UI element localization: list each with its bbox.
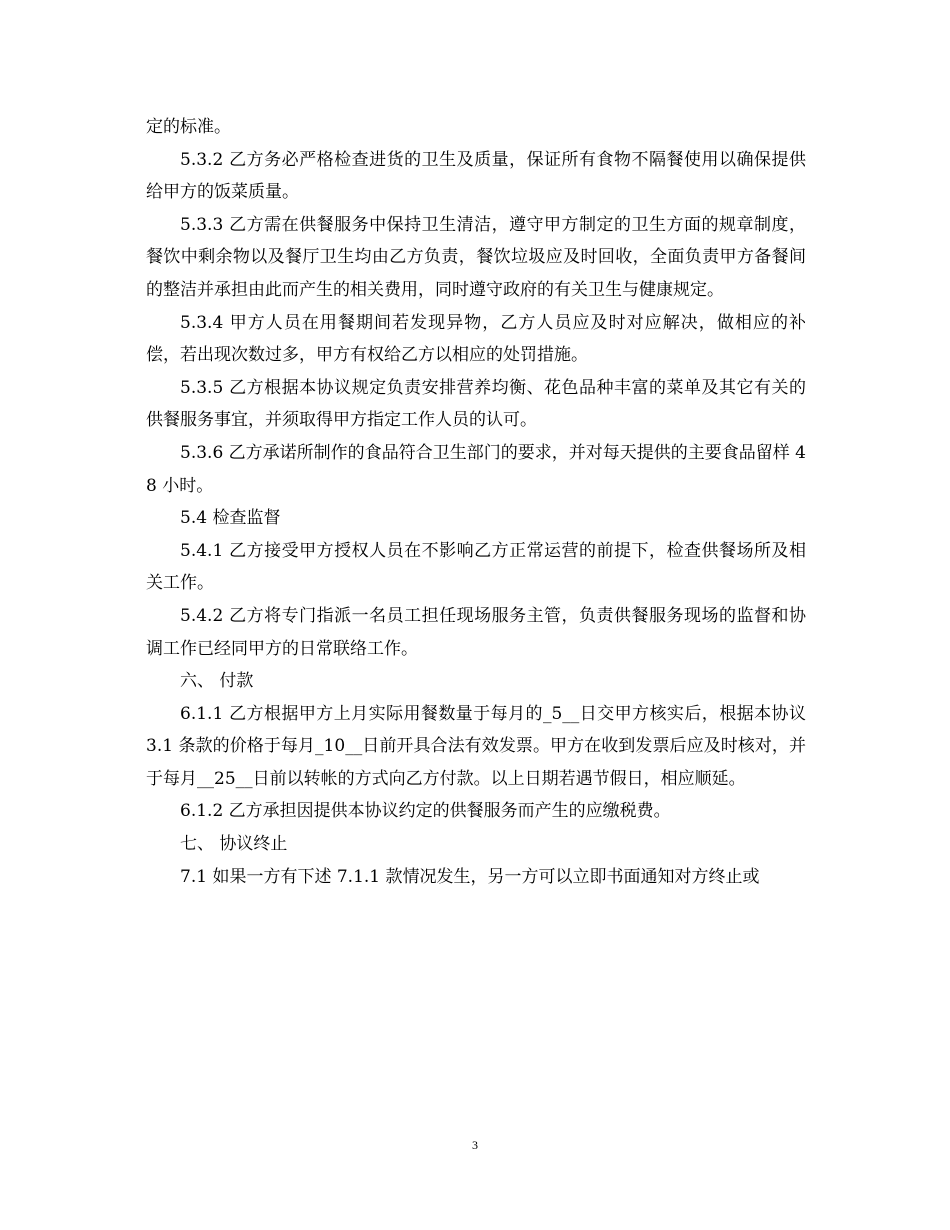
paragraph-5-3-5: 5.3.5 乙方根据本协议规定负责安排营养均衡、花色品种丰富的菜单及其它有关的供餐服务事宜，并须取得甲方指定工作人员的认可。 <box>146 377 806 431</box>
heading-section-6: 六、 付款 <box>180 671 254 692</box>
page-number: 3 <box>472 1138 478 1152</box>
paragraph-5-3-4: 5.3.4 甲方人员在用餐期间若发现异物，乙方人员应及时对应解决，做相应的补偿，若出现次数过多，甲方有权给乙方以相应的处罚措施。 <box>146 312 806 366</box>
heading-section-7: 七、 协议终止 <box>180 834 288 855</box>
document-body <box>146 111 812 893</box>
paragraph-6-1-2: 6.1.2 乙方承担因提供本协议约定的供餐服务而产生的应缴税费。 <box>180 801 671 822</box>
heading-5-4: 5.4 检查监督 <box>180 508 281 529</box>
paragraph-5-3-6: 5.3.6 乙方承诺所制作的食品符合卫生部门的要求，并对每天提供的主要食品留样 48 小时。 <box>146 442 806 496</box>
paragraph-5-3-3: 5.3.3 乙方需在供餐服务中保持卫生清洁，遵守甲方制定的卫生方面的规章制度，餐饮中剩余物以及餐厅卫生均由乙方负责，餐饮垃圾应及时回收，全面负责甲方备餐间的整洁并承担由此而产生的相关费用，同时遵守政府的有关卫生与健康规定。 <box>146 214 806 300</box>
paragraph-continuation: 定的标准。 <box>146 117 231 137</box>
paragraph-5-4-1: 5.4.1 乙方接受甲方授权人员在不影响乙方正常运营的前提下，检查供餐场所及相关工作。 <box>146 540 806 594</box>
paragraph-5-4-2: 5.4.2 乙方将专门指派一名员工担任现场服务主管，负责供餐服务现场的监督和协调工作已经同甲方的日常联络工作。 <box>146 605 806 659</box>
paragraph-6-1-1: 6.1.1 乙方根据甲方上月实际用餐数量于每月的_5__日交甲方核实后，根据本协议 3.1 条款的价格于每月_10__日前开具合法有效发票。甲方在收到发票后应及时核对，并于每月__25__日前以转帐的方式向乙方付款。以上日期若遇节假日，相应顺延。 <box>146 703 812 789</box>
paragraph-7-1: 7.1 如果一方有下述 7.1.1 款情况发生，另一方可以立即书面通知对方终止或 <box>180 866 760 887</box>
paragraph-5-3-2: 5.3.2 乙方务必严格检查进货的卫生及质量，保证所有食物不隔餐使用以确保提供给甲方的饭菜质量。 <box>146 149 806 203</box>
